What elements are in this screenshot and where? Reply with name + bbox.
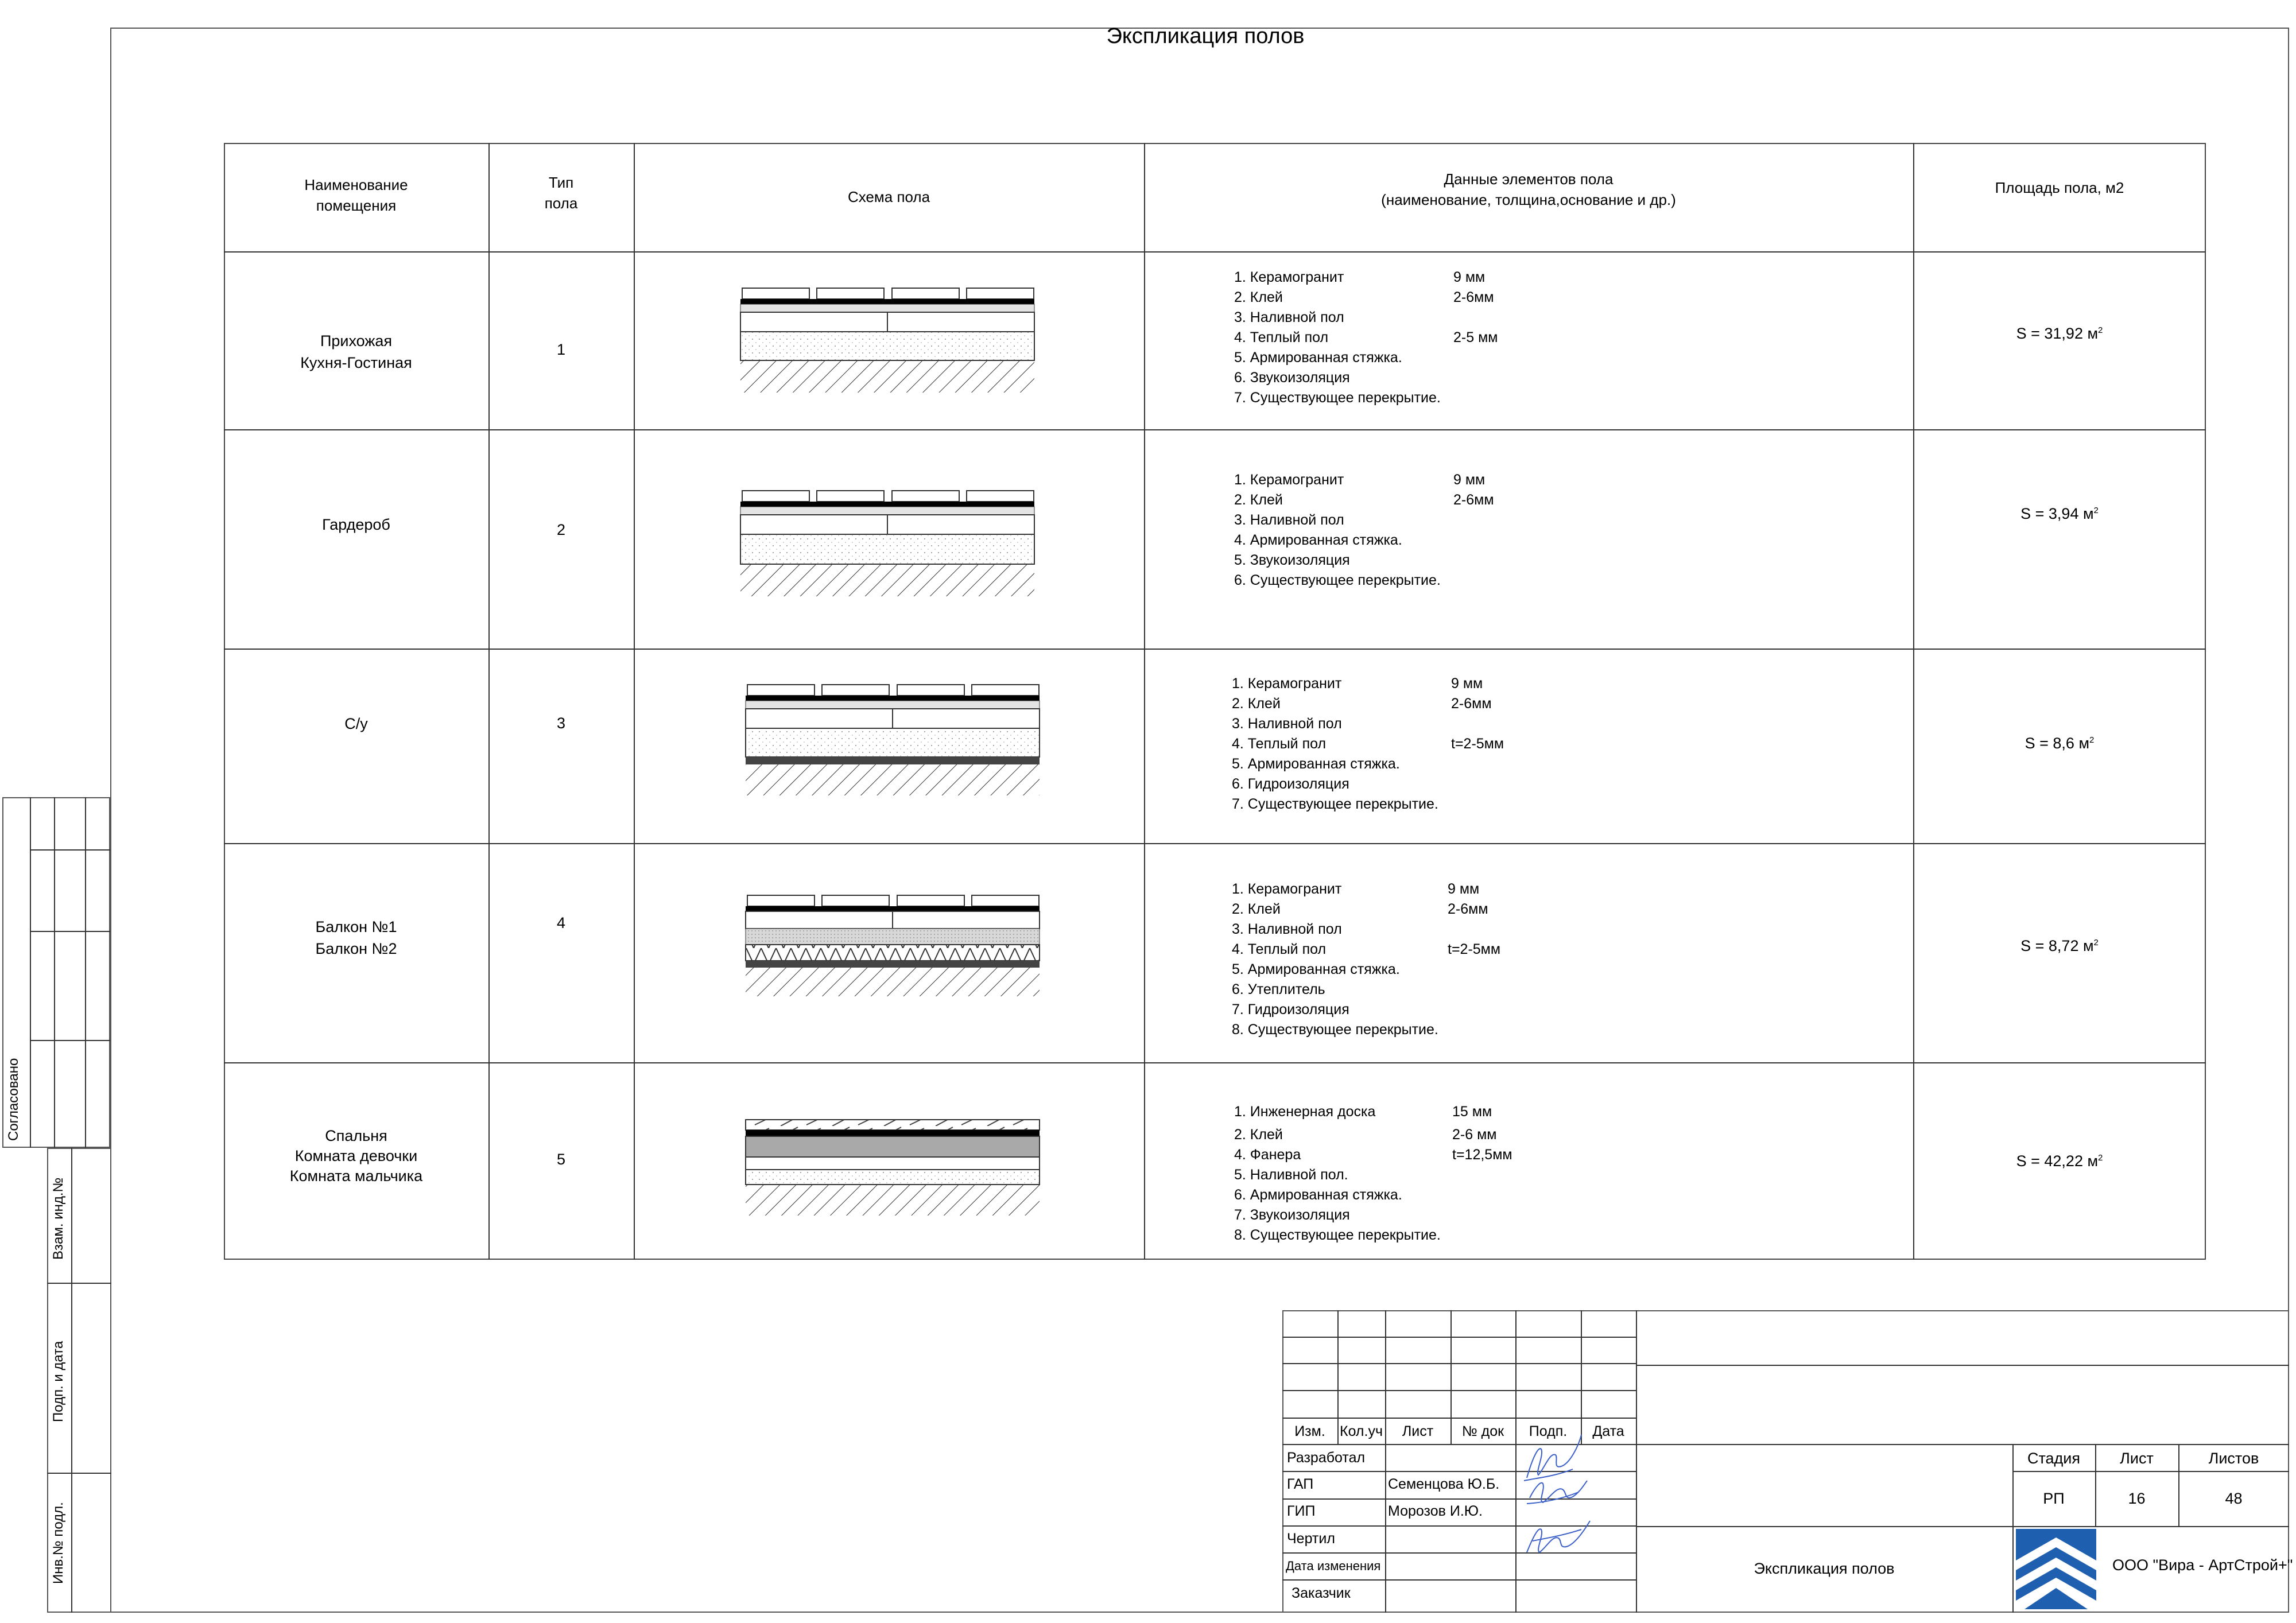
item-value: 2-6 мм xyxy=(1452,1127,1497,1143)
item-name: 6. Утеплитель xyxy=(1232,981,1325,997)
room-name: Балкон №2 xyxy=(315,940,397,957)
item-value: t=12,5мм xyxy=(1452,1147,1512,1163)
area-unit-sup: 2 xyxy=(2089,735,2095,745)
floor-scheme-1 xyxy=(740,288,1034,393)
area-unit-sup: 2 xyxy=(2093,938,2099,948)
tb-header-date: Дата xyxy=(1592,1423,1624,1439)
area-unit-sup: 2 xyxy=(2093,506,2099,515)
tb-role-developed: Разработал xyxy=(1287,1450,1366,1466)
item-name: 1. Керамогранит xyxy=(1232,881,1342,897)
tb-sheets-label: Листов xyxy=(2208,1450,2259,1467)
signatures xyxy=(1515,1423,1596,1567)
tb-header-change: Изм. xyxy=(1294,1423,1325,1439)
header-area: Площадь пола, м2 xyxy=(1995,179,2124,196)
tb-company-name: ООО "Вира - АртСтрой+" xyxy=(2112,1556,2293,1574)
side-stamp-inv-replace: Взам. инд.№ xyxy=(51,1177,66,1260)
area-unit-sup: 2 xyxy=(2098,325,2103,335)
item-value: 2-6мм xyxy=(1451,696,1492,712)
tb-stage-value: РП xyxy=(2043,1490,2065,1507)
item-name: 6. Звукоизоляция xyxy=(1234,370,1350,386)
room-name: Балкон №1 xyxy=(315,918,397,935)
item-name: 7. Гидроизоляция xyxy=(1232,1001,1349,1018)
item-name: 7. Существующее перекрытие. xyxy=(1234,390,1441,406)
tb-name-gap: Семенцова Ю.Б. xyxy=(1388,1476,1500,1492)
item-value: 2-5 мм xyxy=(1453,329,1498,345)
item-name: 7. Существующее перекрытие. xyxy=(1232,796,1438,812)
item-name: 6. Существующее перекрытие. xyxy=(1234,572,1441,588)
tb-sheet-title: Экспликация полов xyxy=(1754,1560,1895,1577)
item-name: 4. Теплый пол xyxy=(1232,941,1327,957)
tb-sheet-label: Лист xyxy=(2120,1450,2154,1467)
item-name: 5. Наливной пол. xyxy=(1234,1167,1348,1183)
area-unit-sup: 2 xyxy=(2098,1153,2103,1163)
item-name: 6. Армированная стяжка. xyxy=(1234,1187,1402,1203)
item-value: 9 мм xyxy=(1448,881,1480,897)
area-value: S = 3,94 м xyxy=(2020,505,2094,522)
room-name: Комната девочки xyxy=(294,1147,418,1164)
room-name: Прихожая xyxy=(320,332,393,350)
tb-header-count: Кол.уч xyxy=(1340,1423,1383,1439)
item-name: 8. Существующее перекрытие. xyxy=(1232,1022,1438,1038)
tb-header-sign: Подп. xyxy=(1529,1423,1568,1439)
item-value: 2-6мм xyxy=(1448,901,1488,917)
item-name: 3. Наливной пол xyxy=(1232,716,1342,732)
item-name: 4. Фанера xyxy=(1234,1147,1301,1163)
item-value: 2-6мм xyxy=(1453,289,1494,305)
item-name: 4. Армированная стяжка. xyxy=(1234,532,1402,548)
tb-stage-label: Стадия xyxy=(2027,1450,2081,1467)
tb-role-drafted: Чертил xyxy=(1287,1531,1335,1547)
side-stamp-agreed-label: Согласовано xyxy=(6,1058,21,1141)
area-value: S = 42,22 м xyxy=(2016,1152,2099,1170)
item-name: 5. Звукоизоляция xyxy=(1234,552,1350,568)
header-room-line-2: помещения xyxy=(316,197,397,214)
tb-role-customer: Заказчик xyxy=(1292,1585,1351,1601)
room-name: Гардероб xyxy=(322,516,390,533)
item-name: 2. Клей xyxy=(1234,492,1283,508)
floor-scheme-4 xyxy=(746,895,1040,996)
area-value: S = 8,72 м xyxy=(2020,937,2094,954)
row-2-type: 2 xyxy=(556,521,566,538)
item-name: 4. Теплый пол xyxy=(1232,736,1327,752)
item-name: 1. Керамогранит xyxy=(1234,472,1344,488)
item-name: 4. Теплый пол xyxy=(1234,329,1329,345)
item-name: 3. Наливной пол xyxy=(1234,512,1344,528)
item-name: 2. Клей xyxy=(1234,289,1283,305)
item-value: 15 мм xyxy=(1452,1104,1492,1120)
room-name: С/у xyxy=(344,715,368,732)
item-name: 2. Клей xyxy=(1232,696,1281,712)
tb-sheet-value: 16 xyxy=(2128,1490,2146,1507)
item-name: 3. Наливной пол xyxy=(1232,921,1342,937)
item-name: 6. Гидроизоляция xyxy=(1232,776,1349,792)
tb-header-doc: № док xyxy=(1461,1423,1504,1439)
item-name: 3. Наливной пол xyxy=(1234,309,1344,325)
item-name: 1. Инженерная доска xyxy=(1234,1104,1376,1120)
header-room-line-1: Наименование xyxy=(304,176,408,193)
item-value: t=2-5мм xyxy=(1451,736,1504,752)
item-value: 9 мм xyxy=(1451,675,1483,692)
row-3-type: 3 xyxy=(556,715,566,732)
item-name: 1. Керамогранит xyxy=(1232,675,1342,692)
area-value: S = 31,92 м xyxy=(2016,325,2099,342)
floor-scheme-5 xyxy=(746,1120,1040,1216)
row-1-type: 1 xyxy=(556,341,566,358)
item-name: 7. Звукоизоляция xyxy=(1234,1207,1350,1223)
tb-name-gip: Морозов И.Ю. xyxy=(1388,1503,1483,1519)
row-4-type: 4 xyxy=(556,914,566,931)
row-5-type: 5 xyxy=(556,1151,566,1168)
side-stamp-inv-orig: Инв.№ подл. xyxy=(51,1502,66,1584)
floor-scheme-3 xyxy=(746,685,1040,795)
tb-role-change-date: Дата изменения xyxy=(1286,1559,1381,1573)
item-value: 9 мм xyxy=(1453,472,1486,488)
item-name: 8. Существующее перекрытие. xyxy=(1234,1227,1441,1243)
tb-role-gap: ГАП xyxy=(1287,1476,1314,1492)
item-value: 9 мм xyxy=(1453,269,1486,285)
floor-scheme-2 xyxy=(740,491,1034,596)
tb-role-gip: ГИП xyxy=(1287,1503,1316,1519)
item-name: 5. Армированная стяжка. xyxy=(1234,350,1402,366)
page-title: Экспликация полов xyxy=(1106,24,1305,48)
header-type-line-1: Тип xyxy=(548,174,574,191)
header-elements-line-1: Данные элементов пола xyxy=(1444,170,1614,188)
item-name: 2. Клей xyxy=(1232,901,1281,917)
area-value: S = 8,6 м xyxy=(2024,735,2090,752)
item-name: 5. Армированная стяжка. xyxy=(1232,756,1400,772)
room-name: Кухня-Гостиная xyxy=(300,354,412,371)
item-name: 1. Керамогранит xyxy=(1234,269,1344,285)
company-logo xyxy=(2016,1529,2096,1609)
item-value: 2-6мм xyxy=(1453,492,1494,508)
item-name: 5. Армированная стяжка. xyxy=(1232,961,1400,977)
item-name: 2. Клей xyxy=(1234,1127,1283,1143)
room-name: Спальня xyxy=(325,1127,387,1144)
room-name: Комната мальчика xyxy=(289,1167,423,1185)
item-value: t=2-5мм xyxy=(1448,941,1501,957)
side-stamp-sign-date: Подп. и дата xyxy=(51,1341,66,1422)
header-type-line-2: пола xyxy=(544,195,578,212)
tb-header-sheet: Лист xyxy=(1402,1423,1434,1439)
tb-sheets-value: 48 xyxy=(2225,1490,2243,1507)
header-elements-line-2: (наименование, толщина,основание и др.) xyxy=(1381,191,1676,208)
header-scheme: Схема пола xyxy=(847,188,930,205)
